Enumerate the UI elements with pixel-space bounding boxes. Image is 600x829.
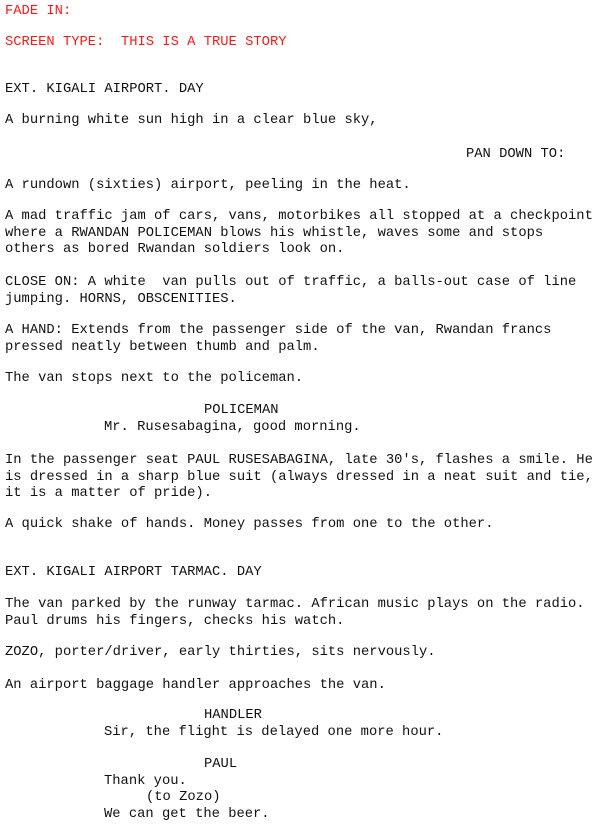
dialogue: Mr. Rusesabagina, good morning.: [104, 420, 361, 435]
character-name: PAUL: [204, 757, 238, 772]
action-paragraph: A burning white sun high in a clear blue sky,: [5, 113, 378, 128]
parenthetical: (to Zozo): [146, 790, 221, 805]
dialogue: We can get the beer.: [104, 807, 270, 822]
action-paragraph: A HAND: Extends from the passenger side of the van, Rwandan francs pressed neatly between thumb and palm.: [5, 323, 552, 355]
character-name: POLICEMAN: [204, 403, 279, 418]
action-paragraph: ZOZO, porter/driver, early thirties, sits nervously.: [5, 645, 436, 660]
dialogue: Thank you.: [104, 774, 187, 789]
action-paragraph: CLOSE ON: A white van pulls out of traffic, a balls-out case of line jumping. HORNS, OBSCENITIES.: [5, 275, 577, 307]
action-paragraph: A mad traffic jam of cars, vans, motorbikes all stopped at a checkpoint where a RWANDAN POLICEMAN blows his whistle, waves some and stops others as bored Rwandan soldiers look on.: [5, 209, 593, 257]
transition-fade-in: FADE IN:: [5, 4, 72, 19]
action-paragraph: The van parked by the runway tarmac. African music plays on the radio. Paul drums his fingers, checks his watch.: [5, 597, 585, 629]
action-paragraph: The van stops next to the policeman.: [5, 371, 304, 386]
dialogue: Sir, the flight is delayed one more hour.: [104, 725, 444, 740]
action-paragraph: An airport baggage handler approaches the van.: [5, 678, 386, 693]
transition-pan-down: PAN DOWN TO:: [466, 147, 566, 162]
screen-type-note: SCREEN TYPE: THIS IS A TRUE STORY: [5, 35, 287, 50]
character-name: HANDLER: [204, 708, 262, 723]
scene-heading: EXT. KIGALI AIRPORT TARMAC. DAY: [5, 565, 262, 580]
action-paragraph: A quick shake of hands. Money passes from one to the other.: [5, 517, 494, 532]
action-paragraph: In the passenger seat PAUL RUSESABAGINA, late 30's, flashes a smile. He is dressed in a sharp blue suit (always dressed in a neat suit and tie, it is a matter of pride).: [5, 453, 593, 501]
action-paragraph: A rundown (sixties) airport, peeling in the heat.: [5, 178, 411, 193]
scene-heading: EXT. KIGALI AIRPORT. DAY: [5, 82, 204, 97]
